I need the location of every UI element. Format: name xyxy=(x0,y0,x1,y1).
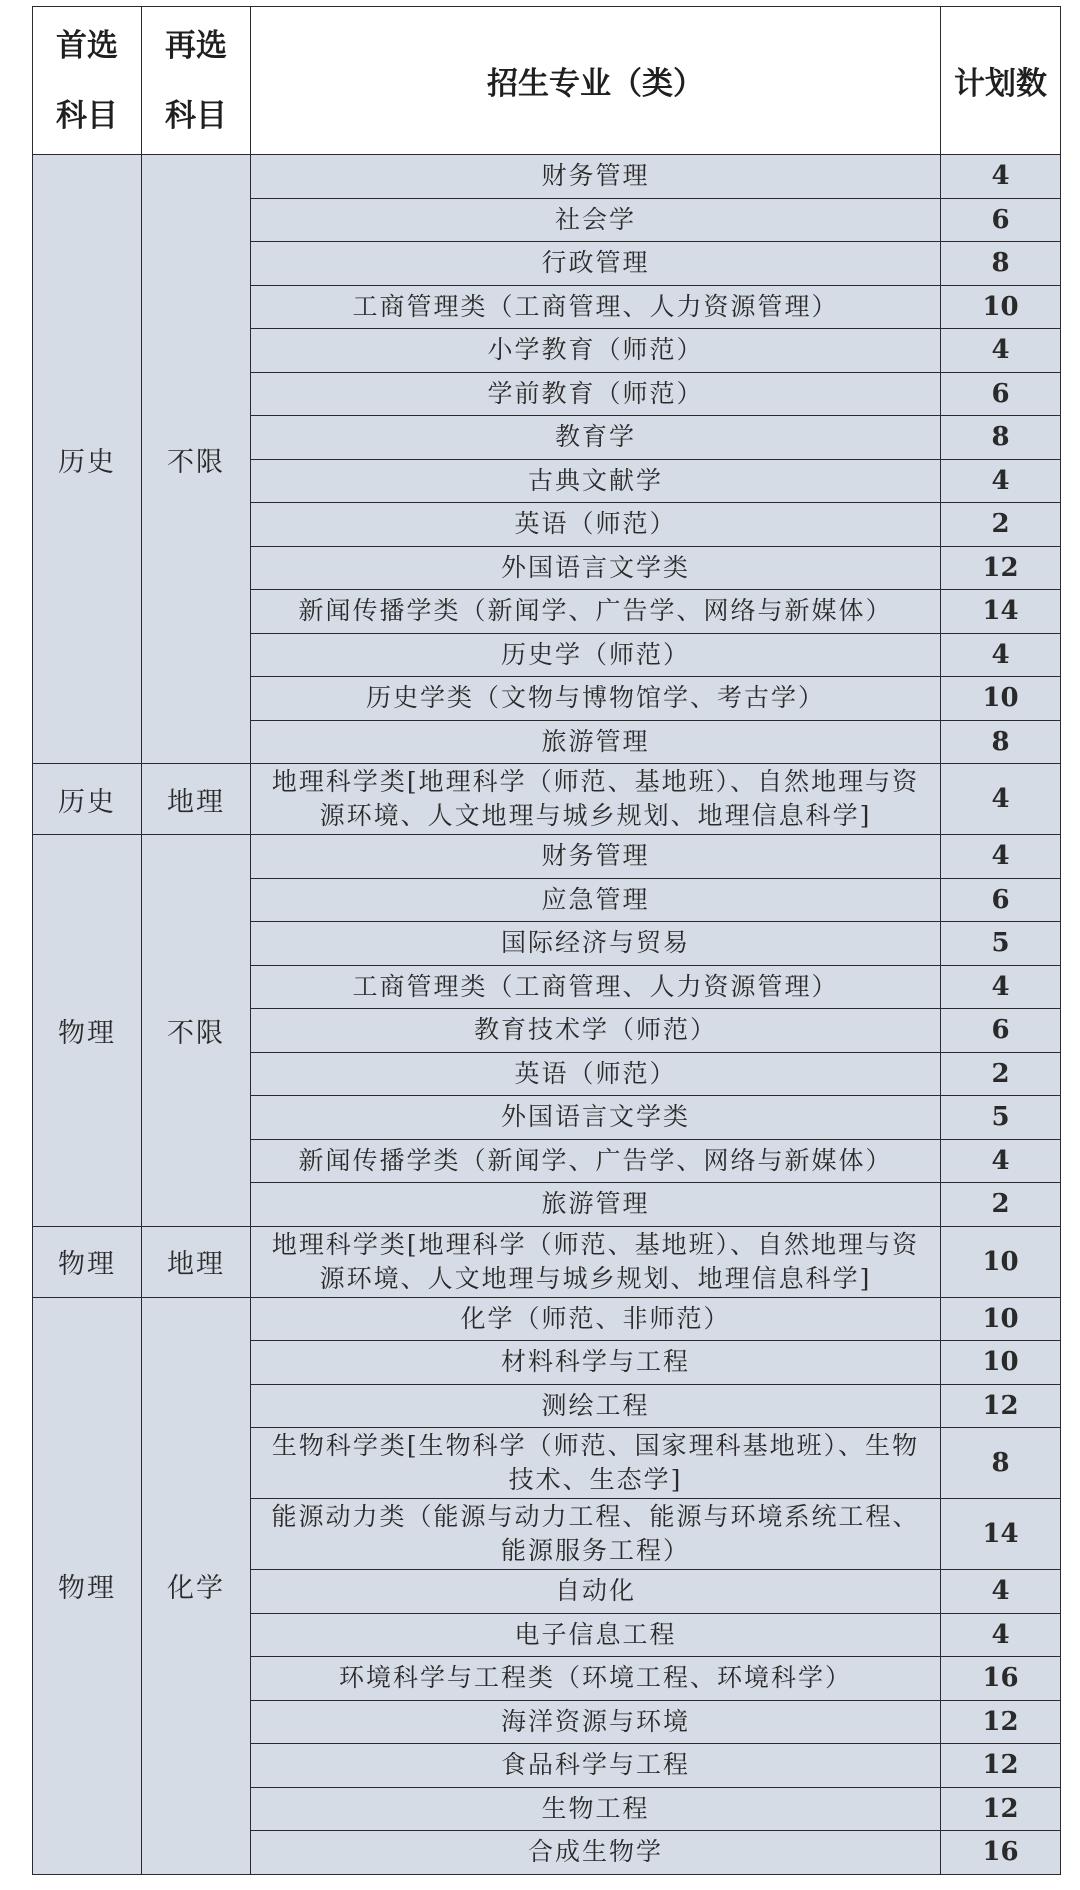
plan-count-cell: 6 xyxy=(941,372,1061,416)
major-cell: 财务管理 xyxy=(251,155,941,199)
major-cell: 英语（师范） xyxy=(251,1052,941,1096)
plan-count-cell: 16 xyxy=(941,1657,1061,1701)
header-second-subject-line1: 再选 xyxy=(165,27,227,64)
major-cell: 电子信息工程 xyxy=(251,1613,941,1657)
plan-count-cell: 16 xyxy=(941,1831,1061,1875)
major-cell: 新闻传播学类（新闻学、广告学、网络与新媒体） xyxy=(251,1139,941,1183)
second-subject-cell: 地理 xyxy=(142,1226,251,1297)
major-cell: 合成生物学 xyxy=(251,1831,941,1875)
plan-count-cell: 4 xyxy=(941,459,1061,503)
plan-count-cell: 12 xyxy=(941,546,1061,590)
plan-count-cell: 6 xyxy=(941,878,1061,922)
header-second-subject xyxy=(142,7,251,155)
second-subject-cell: 不限 xyxy=(142,155,251,764)
enrollment-plan-table xyxy=(32,6,1061,1875)
plan-count-cell: 12 xyxy=(941,1744,1061,1788)
plan-count-cell: 4 xyxy=(941,329,1061,373)
major-cell: 工商管理类（工商管理、人力资源管理） xyxy=(251,285,941,329)
plan-count-cell: 5 xyxy=(941,1096,1061,1140)
major-cell: 环境科学与工程类（环境工程、环境科学） xyxy=(251,1657,941,1701)
table-row xyxy=(33,764,1061,835)
major-cell: 财务管理 xyxy=(251,835,941,879)
table-row xyxy=(33,835,1061,879)
major-cell: 行政管理 xyxy=(251,242,941,286)
major-cell: 能源动力类（能源与动力工程、能源与环境系统工程、能源服务工程） xyxy=(251,1499,941,1570)
second-subject-cell: 不限 xyxy=(142,835,251,1227)
plan-count-cell: 4 xyxy=(941,764,1061,835)
table-body xyxy=(33,155,1061,1875)
plan-count-cell: 12 xyxy=(941,1700,1061,1744)
second-subject-cell: 地理 xyxy=(142,764,251,835)
major-cell: 海洋资源与环境 xyxy=(251,1700,941,1744)
major-cell: 自动化 xyxy=(251,1570,941,1614)
major-cell: 旅游管理 xyxy=(251,720,941,764)
table-row xyxy=(33,1226,1061,1297)
plan-count-cell: 4 xyxy=(941,1139,1061,1183)
major-cell: 小学教育（师范） xyxy=(251,329,941,373)
plan-count-cell: 4 xyxy=(941,1570,1061,1614)
plan-count-cell: 4 xyxy=(941,965,1061,1009)
plan-count-cell: 2 xyxy=(941,1183,1061,1227)
plan-count-cell: 10 xyxy=(941,677,1061,721)
plan-count-cell: 8 xyxy=(941,720,1061,764)
major-cell: 工商管理类（工商管理、人力资源管理） xyxy=(251,965,941,1009)
plan-count-cell: 6 xyxy=(941,198,1061,242)
plan-count-cell: 14 xyxy=(941,1499,1061,1570)
plan-count-cell: 6 xyxy=(941,1009,1061,1053)
plan-count-cell: 4 xyxy=(941,633,1061,677)
first-subject-cell: 物理 xyxy=(33,1226,142,1297)
major-cell: 英语（师范） xyxy=(251,503,941,547)
plan-count-cell: 10 xyxy=(941,1297,1061,1341)
major-cell: 历史学类（文物与博物馆学、考古学） xyxy=(251,677,941,721)
first-subject-cell: 物理 xyxy=(33,835,142,1227)
plan-count-cell: 10 xyxy=(941,1226,1061,1297)
major-cell: 化学（师范、非师范） xyxy=(251,1297,941,1341)
header-first-subject-line1: 首选 xyxy=(56,27,118,64)
header-first-subject-line2: 科目 xyxy=(56,97,118,134)
header-major: 招生专业（类） xyxy=(251,7,941,155)
plan-count-cell: 8 xyxy=(941,1428,1061,1499)
plan-count-cell: 2 xyxy=(941,1052,1061,1096)
plan-count-cell: 12 xyxy=(941,1384,1061,1428)
major-cell: 地理科学类[地理科学（师范、基地班）、自然地理与资源环境、人文地理与城乡规划、地理信息科学] xyxy=(251,1226,941,1297)
table-row xyxy=(33,1297,1061,1341)
major-cell: 古典文献学 xyxy=(251,459,941,503)
plan-count-cell: 8 xyxy=(941,242,1061,286)
major-cell: 材料科学与工程 xyxy=(251,1341,941,1385)
major-cell: 地理科学类[地理科学（师范、基地班）、自然地理与资源环境、人文地理与城乡规划、地理信息科学] xyxy=(251,764,941,835)
plan-count-cell: 4 xyxy=(941,155,1061,199)
major-cell: 教育技术学（师范） xyxy=(251,1009,941,1053)
first-subject-cell: 历史 xyxy=(33,155,142,764)
plan-count-cell: 2 xyxy=(941,503,1061,547)
plan-count-cell: 4 xyxy=(941,835,1061,879)
first-subject-cell: 物理 xyxy=(33,1297,142,1874)
header-second-subject-line2: 科目 xyxy=(165,97,227,134)
second-subject-cell: 化学 xyxy=(142,1297,251,1874)
plan-count-cell: 8 xyxy=(941,416,1061,460)
table-header-row xyxy=(33,7,1061,155)
header-first-subject xyxy=(33,7,142,155)
major-cell: 应急管理 xyxy=(251,878,941,922)
major-cell: 生物工程 xyxy=(251,1787,941,1831)
header-plan: 计划数 xyxy=(941,7,1061,155)
major-cell: 新闻传播学类（新闻学、广告学、网络与新媒体） xyxy=(251,590,941,634)
major-cell: 旅游管理 xyxy=(251,1183,941,1227)
plan-count-cell: 10 xyxy=(941,1341,1061,1385)
major-cell: 教育学 xyxy=(251,416,941,460)
major-cell: 外国语言文学类 xyxy=(251,1096,941,1140)
major-cell: 历史学（师范） xyxy=(251,633,941,677)
major-cell: 生物科学类[生物科学（师范、国家理科基地班）、生物技术、生态学] xyxy=(251,1428,941,1499)
major-cell: 学前教育（师范） xyxy=(251,372,941,416)
major-cell: 食品科学与工程 xyxy=(251,1744,941,1788)
major-cell: 国际经济与贸易 xyxy=(251,922,941,966)
plan-count-cell: 5 xyxy=(941,922,1061,966)
plan-count-cell: 10 xyxy=(941,285,1061,329)
table-row xyxy=(33,155,1061,199)
major-cell: 外国语言文学类 xyxy=(251,546,941,590)
first-subject-cell: 历史 xyxy=(33,764,142,835)
major-cell: 社会学 xyxy=(251,198,941,242)
plan-count-cell: 14 xyxy=(941,590,1061,634)
plan-count-cell: 4 xyxy=(941,1613,1061,1657)
major-cell: 测绘工程 xyxy=(251,1384,941,1428)
plan-count-cell: 12 xyxy=(941,1787,1061,1831)
